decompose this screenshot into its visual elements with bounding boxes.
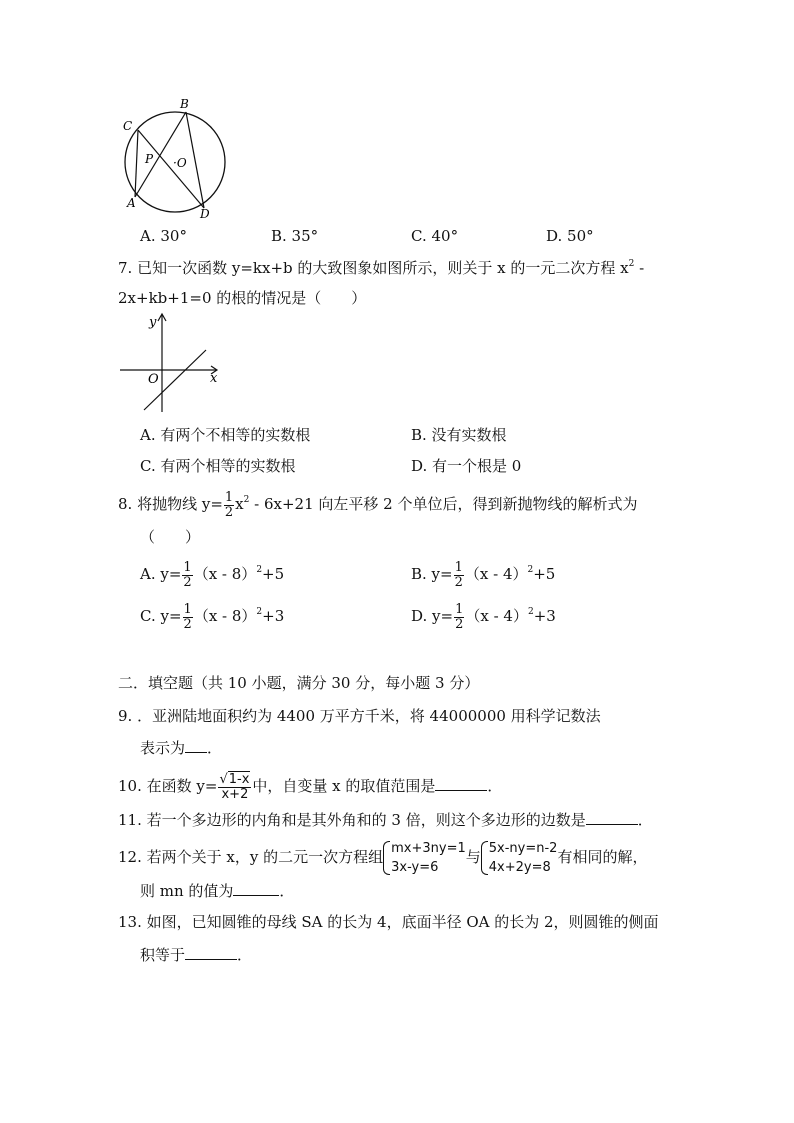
q13-stem-line2: 积等于 ． <box>140 946 253 964</box>
label-c: C <box>123 119 133 133</box>
label-d: D <box>200 207 210 220</box>
q10-answer-blank[interactable] <box>435 776 487 791</box>
q6-option-c[interactable]: C. 40° <box>411 227 459 245</box>
section-heading: 二．填空题（共 10 小题，满分 30 分，每小题 3 分） <box>118 674 480 692</box>
q6-option-a[interactable]: A. 30° <box>140 227 187 245</box>
q9-stem-line2: 表示为 ． <box>140 739 223 757</box>
chord-ba <box>135 112 186 197</box>
q12-stem: 12. 若两个关于 x，y 的二元一次方程组 mx+3ny=1 3x-y=6 与 5x-ny=n-2 4x+2y=8 有相同的解， <box>118 841 648 875</box>
q8-option-a[interactable]: A. y= $\frac{1}{2}$ （x - 8）$^2$+5 <box>140 559 285 590</box>
origin-label: O <box>148 372 159 387</box>
q7-option-b[interactable]: B. 没有实数根 <box>411 426 507 444</box>
q11-answer-blank[interactable] <box>586 810 638 825</box>
label-p: P <box>145 152 154 166</box>
chord-ca <box>135 130 138 197</box>
x-label: x <box>210 371 218 386</box>
equation-system-1: mx+3ny=1 3x-y=6 <box>383 839 466 877</box>
q8-stem: 8. 将抛物线 y= $\frac{1}{2}$ $x^2 - 6x+21$ 向左平移 2 个单位后，得到新抛物线的解析式为 <box>118 489 638 520</box>
q11-stem: 11. 若一个多边形的内角和是其外角和的 3 倍，则这个多边形的边数是 ． <box>118 811 653 829</box>
q7-stem-line1: 7. 已知一次函数 y=kx+b 的大致图象如图所示，则关于 x 的一元二次方程 $x^2$ - <box>118 259 645 277</box>
label-b: B <box>180 97 189 111</box>
label-a: A <box>127 196 136 210</box>
circle-figure <box>118 95 233 220</box>
linear-function-graph <box>118 310 223 415</box>
q7-option-d[interactable]: D. 有一个根是 0 <box>411 457 522 475</box>
q9-answer-blank[interactable] <box>185 738 207 753</box>
equation-system-2: 5x-ny=n-2 4x+2y=8 <box>481 839 558 877</box>
q7-option-c[interactable]: C. 有两个相等的实数根 <box>140 457 296 475</box>
q6-option-b[interactable]: B. 35° <box>271 227 319 245</box>
q8-option-d[interactable]: D. y= $\frac{1}{2}$ （x - 4）$^2$+3 <box>411 601 556 632</box>
q12-stem-line2: 则 mn 的值为 ． <box>140 882 295 900</box>
q7-stem-line2: 2x+kb+1=0 的根的情况是（ ） <box>118 289 367 307</box>
q8-option-c[interactable]: C. y= $\frac{1}{2}$ （x - 8）$^2$+3 <box>140 601 285 632</box>
q13-answer-blank[interactable] <box>185 945 237 960</box>
q7-option-a[interactable]: A. 有两个不相等的实数根 <box>140 426 311 444</box>
q13-stem-line1: 13. 如图，已知圆锥的母线 SA 的长为 4，底面半径 OA 的长为 2，则圆锥的侧面 <box>118 913 659 931</box>
chord-cd <box>138 130 204 208</box>
label-o: ·O <box>173 156 187 170</box>
q12-answer-blank[interactable] <box>233 881 279 896</box>
q10-stem: 10. 在函数 y= $\frac{√1-x}{x+2}$ 中，自变量 x 的取值范围是 ． <box>118 771 503 802</box>
q8-option-b[interactable]: B. y= $\frac{1}{2}$ （x - 4）$^2$+5 <box>411 559 556 590</box>
q9-stem-line1: 9. ．亚洲陆地面积约为 4400 万平方千米，将 44000000 用科学记数法 <box>118 707 601 725</box>
q8-paren: （ ） <box>140 528 201 546</box>
q6-option-d[interactable]: D. 50° <box>546 227 594 245</box>
y-label: y <box>149 315 157 330</box>
chord-bd <box>186 112 204 208</box>
